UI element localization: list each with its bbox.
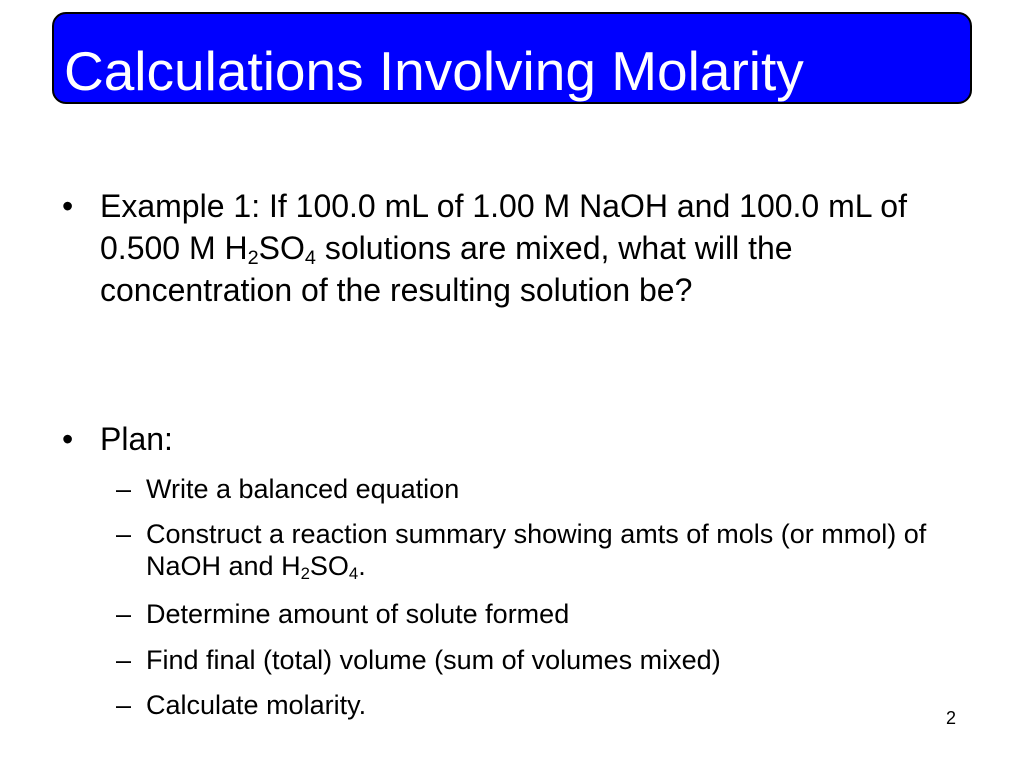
bullet-marker: • xyxy=(62,188,74,224)
plan-step-2 xyxy=(116,518,966,582)
dash-marker: – xyxy=(116,519,132,549)
plan-step-4 xyxy=(116,644,966,676)
bullet-example-1 xyxy=(62,185,972,311)
bullet-plan xyxy=(62,418,972,460)
title-banner xyxy=(52,12,972,104)
plan-step-1 xyxy=(116,473,966,505)
page-number: 2 xyxy=(946,708,957,728)
dash-marker: – xyxy=(116,599,132,629)
bullet-marker: • xyxy=(62,421,74,457)
step-text: Write a balanced equation xyxy=(146,474,460,504)
step-text: Construct a reaction summary showing amts of mols (or mmol) of NaOH and $H_2SO_4$. xyxy=(146,519,927,584)
bullet-text: Plan: xyxy=(100,421,173,457)
dash-marker: – xyxy=(116,474,132,504)
dash-marker: – xyxy=(116,645,132,675)
dash-marker: – xyxy=(116,690,132,720)
slide-title: Calculations Involving Molarity xyxy=(64,40,804,102)
step-text: Find final (total) volume (sum of volumes mixed) xyxy=(146,645,721,675)
step-text: Calculate molarity. xyxy=(146,690,367,720)
bullet-text: Example 1: If 100.0 mL of 1.00 M NaOH and 100.0 mL of 0.500 M $H_2SO_4$ solutions are mixed, what will the concentration of the resulting solution be? xyxy=(100,188,907,308)
step-text: Determine amount of solute formed xyxy=(146,599,570,629)
plan-step-5 xyxy=(116,689,966,721)
plan-step-3 xyxy=(116,598,966,630)
